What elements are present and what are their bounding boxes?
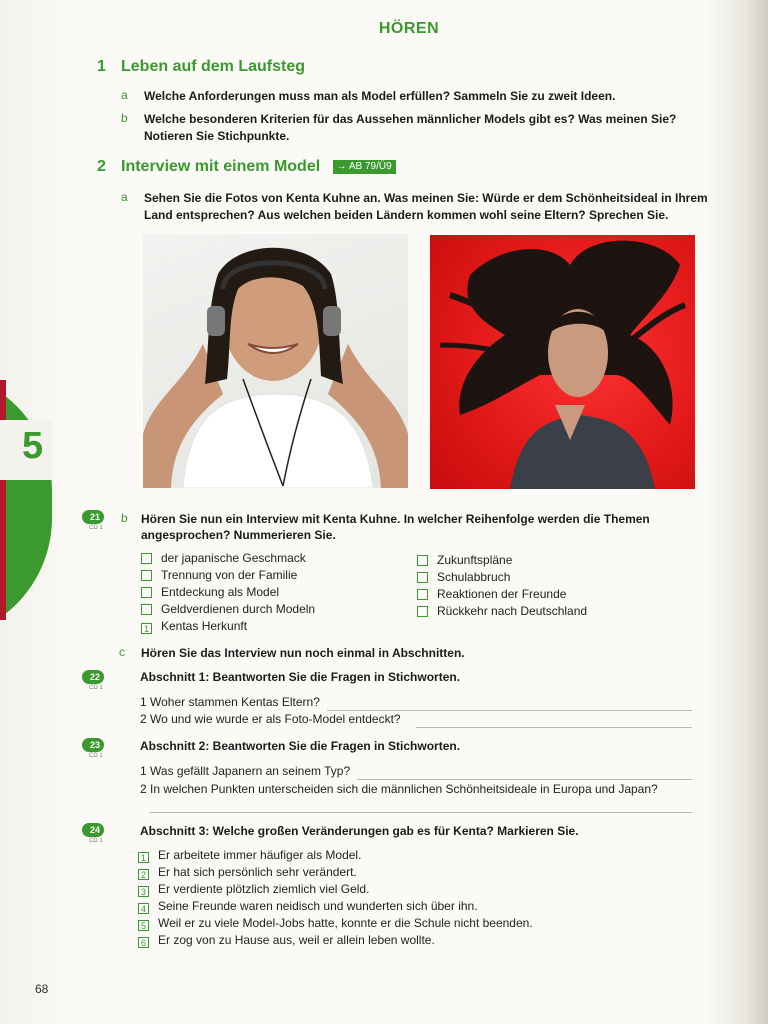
abschnitt1-question2: 2 Wo und wie wurde er als Foto-Model entdeckt? [140,712,401,726]
change-label: Er zog von zu Hause aus, weil er allein leben wollte. [158,933,435,947]
change-checkbox-row[interactable] [138,864,357,881]
topic-label: Entdeckung als Model [161,585,280,599]
abschnitt2-question1: 1 Was gefällt Japanern an seinem Typ? [140,764,351,778]
task-1b-letter: b [121,111,128,125]
topic-checkbox-row[interactable] [417,586,566,603]
topic-label: Trennung von der Familie [161,568,298,582]
number-box[interactable] [141,604,152,615]
section1-title [97,58,306,76]
answer-line[interactable] [150,812,692,813]
section2-number: 2 [97,158,106,175]
change-checkbox-row[interactable] [138,932,435,949]
change-checkbox-row[interactable] [138,898,478,915]
change-label: Weil er zu viele Model-Jobs hatte, konnte er die Schule nicht beenden. [158,916,533,930]
audio-track-cd-label: CD 1 [89,838,103,844]
topic-checkbox-row[interactable] [141,618,247,635]
number-box[interactable]: 3 [138,886,149,897]
number-box[interactable] [417,589,428,600]
change-label: Er hat sich persönlich sehr verändert. [158,865,357,879]
number-box[interactable] [417,555,428,566]
photo-flying-hair [430,235,695,489]
section1-number: 1 [97,58,106,75]
topic-checkbox-row[interactable] [141,567,297,584]
topic-label: Reaktionen der Freunde [437,587,567,601]
topic-label: der japanische Geschmack [161,551,306,565]
number-box[interactable] [141,570,152,581]
abschnitt3-title: Abschnitt 3: Welche großen Veränderungen gab es für Kenta? Markieren Sie. [140,824,579,838]
topic-label: Kentas Herkunft [161,619,248,633]
task-2b-letter: b [121,511,128,525]
audio-track-icon[interactable]: 24 [82,823,104,837]
number-box[interactable]: 2 [138,869,149,880]
section2-title [97,158,396,176]
chapter-tab-edge [0,380,6,620]
answer-line[interactable] [357,779,692,780]
audio-track-cd-label: CD 1 [89,753,103,759]
topic-checkbox-row[interactable] [417,569,510,586]
chapter-tab [0,370,52,640]
task-2a-line2: Land entsprechen? Aus welchen beiden Ländern kommen wohl seine Eltern? Sprechen Sie. [144,208,669,222]
topic-checkbox-row[interactable] [141,584,279,601]
task-2b-line1: Hören Sie nun ein Interview mit Kenta Kuhne. In welcher Reihenfolge werden die Themen [141,512,650,526]
change-label: Er arbeitete immer häufiger als Model. [158,848,362,862]
task-2c-letter: c [119,645,125,659]
topic-checkbox-row[interactable] [417,552,512,569]
number-box[interactable] [141,587,152,598]
topic-checkbox-row[interactable] [141,550,306,567]
change-checkbox-row[interactable] [138,847,361,864]
audio-track-icon[interactable]: 23 [82,738,104,752]
number-box[interactable]: 6 [138,937,149,948]
task-2a-letter: a [121,190,128,204]
task-2a-line1: Sehen Sie die Fotos von Kenta Kuhne an. Was meinen Sie: Würde er dem Schönheitsideal in Ihrem [144,191,708,205]
topic-label: Schulabbruch [437,570,511,584]
page-number: 68 [35,982,49,996]
change-checkbox-row[interactable] [138,915,533,932]
audio-track-icon[interactable]: 21 [82,510,104,524]
section2-title-text: Interview mit einem Model [121,158,321,175]
task-2c-text: Hören Sie das Interview nun noch einmal in Abschnitten. [141,646,465,660]
audio-track-cd-label: CD 1 [89,685,103,691]
abschnitt1-title: Abschnitt 1: Beantworten Sie die Fragen in Stichworten. [140,670,461,684]
task-1a-letter: a [121,88,128,102]
task-1b-line1: Welche besonderen Kriterien für das Aussehen männlicher Models gibt es? Was meinen Sie? [144,112,677,126]
task-1b-line2: Notieren Sie Stichpunkte. [144,129,290,143]
page-heading: HÖREN [378,20,440,37]
photo-headphones [143,234,408,488]
task-1a-text: Welche Anforderungen muss man als Model erfüllen? Sammeln Sie zu zweit Ideen. [144,89,616,103]
number-box[interactable]: 5 [138,920,149,931]
number-box[interactable] [417,606,428,617]
topic-label: Zukunftspläne [437,553,513,567]
change-label: Seine Freunde waren neidisch und wunderten sich über ihn. [158,899,478,913]
change-label: Er verdiente plötzlich ziemlich viel Geld. [158,882,370,896]
chapter-number: 5 [22,425,44,467]
number-box[interactable]: 4 [138,903,149,914]
number-box[interactable] [417,572,428,583]
section1-title-text: Leben auf dem Laufsteg [121,58,306,75]
number-box[interactable]: 1 [138,852,149,863]
abschnitt2-question2: 2 In welchen Punkten unterscheiden sich die männlichen Schönheitsideale in Europa und Japan? [140,782,658,796]
number-box[interactable]: 1 [141,623,152,634]
topic-checkbox-row[interactable] [417,603,587,620]
topic-label: Rückkehr nach Deutschland [437,604,588,618]
change-checkbox-row[interactable] [138,881,369,898]
topic-label: Geldverdienen durch Modeln [161,602,316,616]
task-2b-line2: angesprochen? Nummerieren Sie. [141,528,336,542]
topic-checkbox-row[interactable] [141,601,315,618]
abschnitt2-title: Abschnitt 2: Beantworten Sie die Fragen in Stichworten. [140,739,461,753]
answer-line[interactable] [416,727,692,728]
number-box[interactable] [141,553,152,564]
audio-track-icon[interactable]: 22 [82,670,104,684]
audio-track-cd-label: CD 1 [89,525,103,531]
workbook-reference-badge: → AB 79/Ü9 [333,160,396,174]
abschnitt1-question1: 1 Woher stammen Kentas Eltern? [140,695,320,709]
